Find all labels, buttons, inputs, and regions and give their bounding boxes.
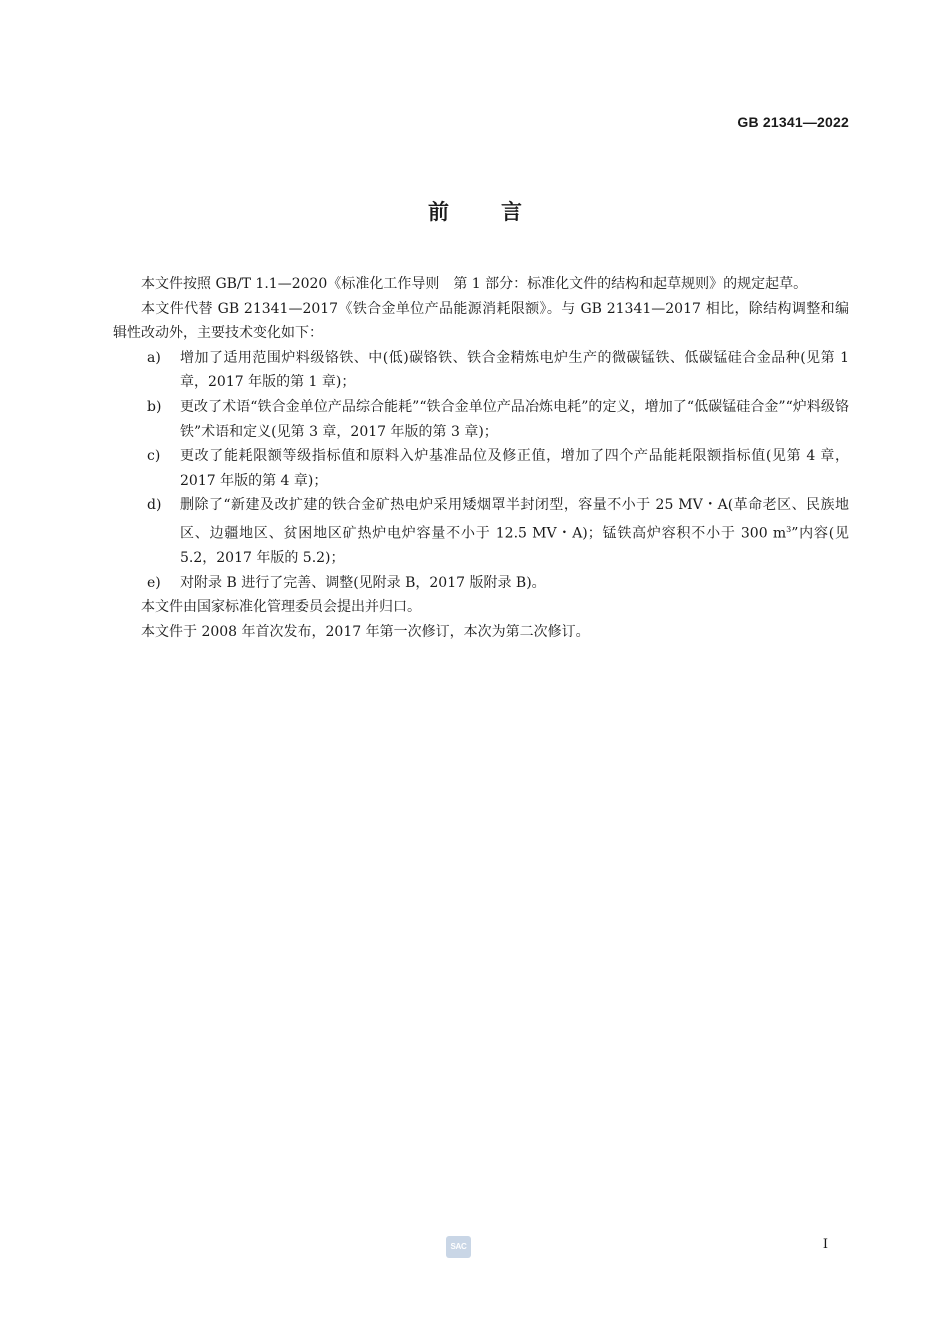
change-text: 对附录 B 进行了完善、调整(见附录 B，2017 版附录 B)。 — [180, 574, 546, 591]
superscript: 3 — [786, 524, 792, 534]
change-item-a — [113, 346, 849, 395]
page-title — [0, 196, 950, 226]
paragraph-proposer: 本文件由国家标准化管理委员会提出并归口。 — [141, 599, 421, 616]
change-item-e — [113, 571, 849, 596]
title-char-2: 言 — [501, 200, 522, 224]
change-text: 更改了术语“铁合金单位产品综合能耗”“铁合金单位产品冶炼电耗”的定义，增加了“低碳锰硅合金”“炉料级铬铁”术语和定义(见第 3 章，2017 年版的第 3 章)； — [180, 398, 849, 440]
change-item-c — [113, 444, 849, 493]
paragraph-replacement: 本文件代替 GB 21341—2017《铁合金单位产品能源消耗限额》。与 GB 21341—2017 相比，除结构调整和编辑性改动外，主要技术变化如下： — [113, 300, 849, 342]
page-number: I — [822, 1237, 828, 1252]
list-marker: d) — [147, 497, 162, 514]
change-text: 删除了“新建及改扩建的铁合金矿热电炉采用矮烟罩半封闭型，容量不小于 25 MV・A(革命老区、民族地区、边疆地区、贫困地区矿热炉电炉容量不小于 12.5 MV・A)；锰铁高炉容积不小于 300 m — [180, 497, 849, 542]
change-item-b — [113, 395, 849, 444]
change-text: 增加了适用范围炉料级铬铁、中(低)碳铬铁、铁合金精炼电炉生产的微碳锰铁、低碳锰硅合金品种(见第 1 章，2017 年版的第 1 章)； — [180, 349, 849, 391]
change-text: 更改了能耗限额等级指标值和原料入炉基准品位及修正值，增加了四个产品能耗限额指标值(见第 4 章，2017 年版的第 4 章)； — [180, 448, 849, 489]
list-marker: e) — [147, 574, 161, 591]
paragraph-drafting-basis: 本文件按照 GB/T 1.1—2020《标准化工作导则 第 1 部分：标准化文件的结构和起草规则》的规定起草。 — [141, 276, 808, 292]
sac-logo: SAC — [446, 1236, 471, 1258]
list-marker: a) — [147, 349, 161, 366]
change-text-end: ”内容(见 5.2，2017 年版的 5.2)； — [180, 525, 849, 567]
preface-body — [113, 272, 849, 645]
document-code: GB 21341—2022 — [737, 114, 849, 130]
list-marker: c) — [147, 448, 161, 465]
change-item-d — [113, 493, 849, 570]
title-char-1: 前 — [428, 200, 449, 224]
paragraph-history: 本文件于 2008 年首次发布，2017 年第一次修订，本次为第二次修订。 — [141, 623, 590, 640]
list-marker: b) — [147, 398, 162, 415]
